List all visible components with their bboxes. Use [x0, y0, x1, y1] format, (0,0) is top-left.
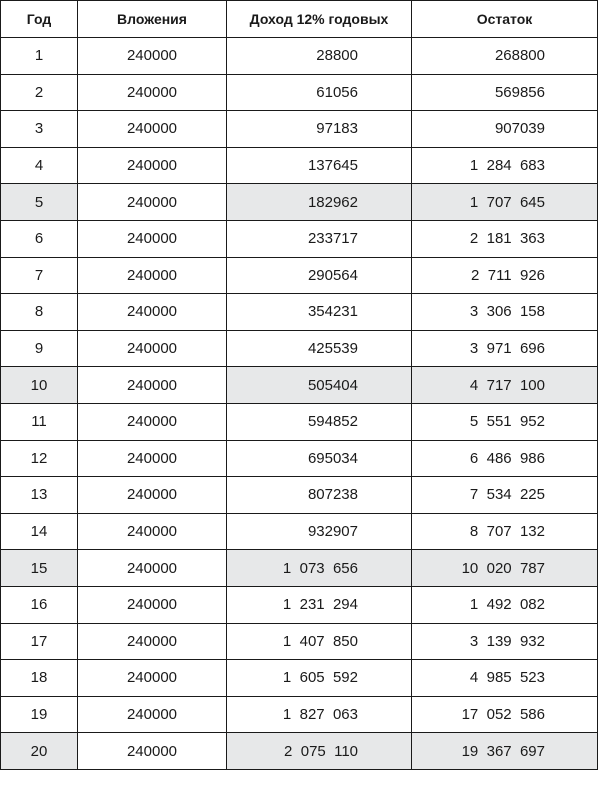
table-row	[1, 733, 598, 770]
cell-income: 1 827 063	[227, 696, 412, 733]
cell-balance: 8 707 132	[412, 513, 598, 550]
cell-year: 19	[1, 696, 78, 733]
cell-balance: 907039	[412, 111, 598, 148]
cell-investment: 240000	[78, 696, 227, 733]
cell-balance: 5 551 952	[412, 403, 598, 440]
cell-year: 4	[1, 147, 78, 184]
header-investment: Вложения	[78, 1, 227, 38]
cell-year: 17	[1, 623, 78, 660]
cell-balance: 7 534 225	[412, 477, 598, 514]
cell-income: 28800	[227, 38, 412, 75]
cell-year: 1	[1, 38, 78, 75]
cell-year: 16	[1, 586, 78, 623]
cell-income: 354231	[227, 294, 412, 331]
cell-year: 14	[1, 513, 78, 550]
cell-investment: 240000	[78, 403, 227, 440]
table-row	[1, 586, 598, 623]
cell-investment: 240000	[78, 147, 227, 184]
cell-balance: 1 284 683	[412, 147, 598, 184]
table-row	[1, 696, 598, 733]
table-row	[1, 440, 598, 477]
cell-income: 182962	[227, 184, 412, 221]
table-row	[1, 550, 598, 587]
cell-year: 12	[1, 440, 78, 477]
cell-investment: 240000	[78, 294, 227, 331]
table-row	[1, 294, 598, 331]
cell-year: 7	[1, 257, 78, 294]
cell-investment: 240000	[78, 111, 227, 148]
cell-investment: 240000	[78, 513, 227, 550]
header-row	[1, 1, 598, 38]
cell-investment: 240000	[78, 257, 227, 294]
table-row	[1, 147, 598, 184]
cell-income: 1 231 294	[227, 586, 412, 623]
table-body	[1, 38, 598, 770]
cell-investment: 240000	[78, 586, 227, 623]
cell-income: 97183	[227, 111, 412, 148]
cell-income: 290564	[227, 257, 412, 294]
table-row	[1, 220, 598, 257]
header-income: Доход 12% годовых	[227, 1, 412, 38]
cell-balance: 19 367 697	[412, 733, 598, 770]
cell-year: 10	[1, 367, 78, 404]
header-balance: Остаток	[412, 1, 598, 38]
table-row	[1, 74, 598, 111]
cell-year: 8	[1, 294, 78, 331]
cell-year: 11	[1, 403, 78, 440]
cell-investment: 240000	[78, 74, 227, 111]
table-row	[1, 660, 598, 697]
table-row	[1, 330, 598, 367]
cell-balance: 268800	[412, 38, 598, 75]
cell-income: 425539	[227, 330, 412, 367]
cell-year: 2	[1, 74, 78, 111]
cell-investment: 240000	[78, 550, 227, 587]
cell-income: 594852	[227, 403, 412, 440]
cell-year: 3	[1, 111, 78, 148]
cell-balance: 10 020 787	[412, 550, 598, 587]
cell-balance: 2 711 926	[412, 257, 598, 294]
cell-balance: 3 971 696	[412, 330, 598, 367]
cell-income: 695034	[227, 440, 412, 477]
table-row	[1, 38, 598, 75]
table-row	[1, 513, 598, 550]
header-year: Год	[1, 1, 78, 38]
cell-balance: 6 486 986	[412, 440, 598, 477]
cell-investment: 240000	[78, 477, 227, 514]
cell-investment: 240000	[78, 367, 227, 404]
cell-investment: 240000	[78, 660, 227, 697]
cell-income: 932907	[227, 513, 412, 550]
cell-income: 233717	[227, 220, 412, 257]
cell-income: 2 075 110	[227, 733, 412, 770]
cell-income: 1 073 656	[227, 550, 412, 587]
cell-income: 505404	[227, 367, 412, 404]
cell-balance: 4 717 100	[412, 367, 598, 404]
table-row	[1, 257, 598, 294]
cell-balance: 1 492 082	[412, 586, 598, 623]
table-row	[1, 111, 598, 148]
cell-investment: 240000	[78, 330, 227, 367]
cell-investment: 240000	[78, 38, 227, 75]
cell-income: 1 407 850	[227, 623, 412, 660]
cell-year: 9	[1, 330, 78, 367]
cell-balance: 17 052 586	[412, 696, 598, 733]
cell-year: 15	[1, 550, 78, 587]
cell-year: 6	[1, 220, 78, 257]
cell-balance: 3 306 158	[412, 294, 598, 331]
table-row	[1, 477, 598, 514]
table-row	[1, 367, 598, 404]
cell-income: 807238	[227, 477, 412, 514]
cell-investment: 240000	[78, 184, 227, 221]
cell-income: 61056	[227, 74, 412, 111]
cell-year: 5	[1, 184, 78, 221]
cell-investment: 240000	[78, 623, 227, 660]
cell-balance: 4 985 523	[412, 660, 598, 697]
table-row	[1, 184, 598, 221]
table-row	[1, 623, 598, 660]
cell-income: 137645	[227, 147, 412, 184]
cell-year: 13	[1, 477, 78, 514]
cell-year: 18	[1, 660, 78, 697]
cell-balance: 3 139 932	[412, 623, 598, 660]
cell-investment: 240000	[78, 733, 227, 770]
table-header	[1, 1, 598, 38]
cell-year: 20	[1, 733, 78, 770]
cell-income: 1 605 592	[227, 660, 412, 697]
cell-investment: 240000	[78, 440, 227, 477]
table-row	[1, 403, 598, 440]
cell-balance: 569856	[412, 74, 598, 111]
cell-balance: 2 181 363	[412, 220, 598, 257]
cell-investment: 240000	[78, 220, 227, 257]
cell-balance: 1 707 645	[412, 184, 598, 221]
